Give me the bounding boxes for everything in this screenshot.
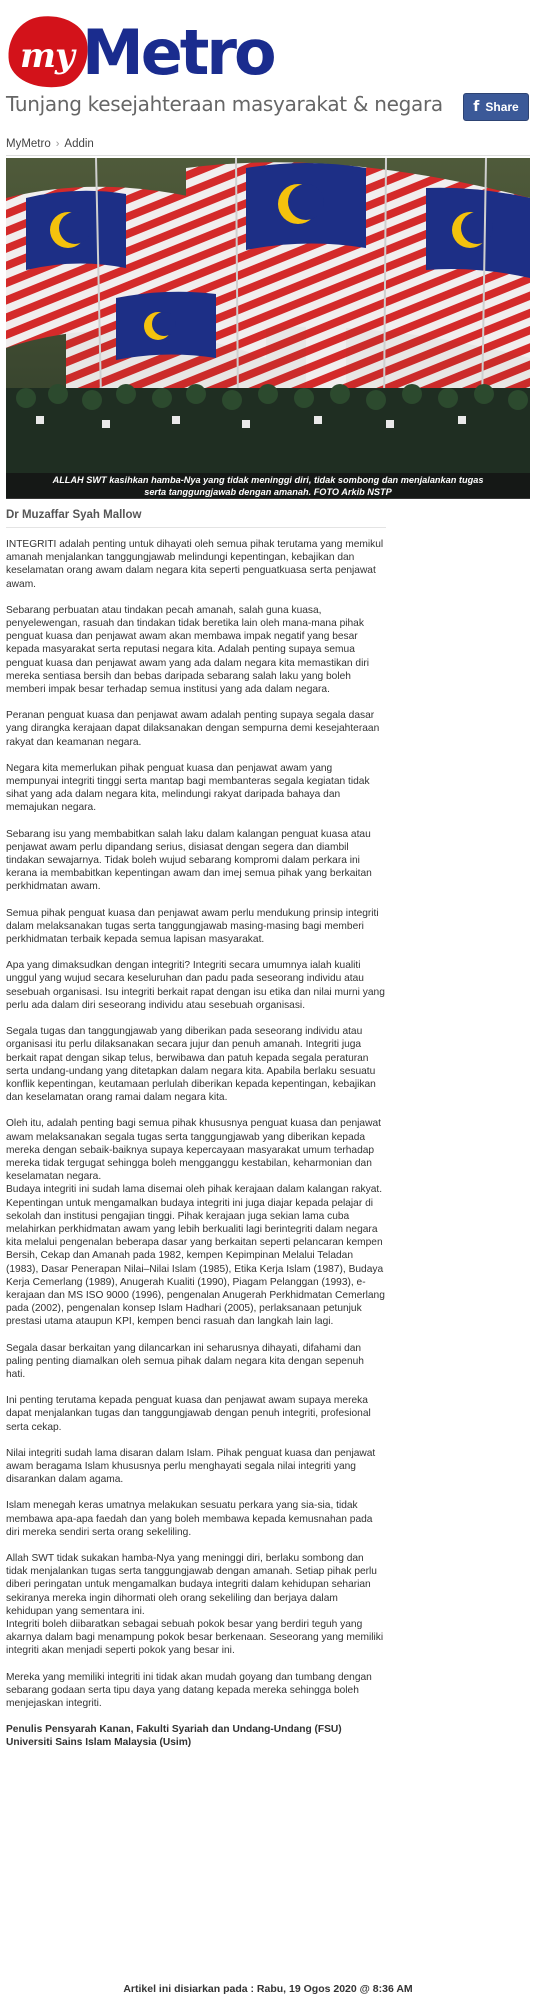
- author-bio: Penulis Pensyarah Kanan, Fakulti Syariah dan Undang-Undang (FSU) Universiti Sains Islam Malaysia (Usim): [6, 1724, 342, 1749]
- article-paragraph-17: Mereka yang memiliki integriti ini tidak akan mudah goyang dan tumbang dengan sebarang godaan serta tipu daya yang datang kepada mereka sehingga boleh menjejaskan integriti.: [6, 1671, 372, 1710]
- article-body: [6, 538, 386, 1763]
- article-paragraph-5: Sebarang isu yang membabitkan salah laku dalam kalangan penguat kuasa atau penjawat awam perlu dipandang serius, disiasat dengan segera dan diambil tindakan sewajarnya. Tidak boleh wujud sebarang kompromi dalam perkara ini kerana ia membabitkan kepentingan awam dan imej semua pihak yang berkaitan perkhidmatan awam.: [6, 828, 372, 893]
- article-paragraph-11: Segala dasar berkaitan yang dilancarkan ini seharusnya dihayati, difahami dan paling penting diamalkan oleh semua pihak dalam negara kita dengan sepenuh hati.: [6, 1342, 364, 1380]
- logo-metro-text: Metro: [82, 16, 274, 89]
- author-name: Dr Muzaffar Syah Mallow: [6, 509, 142, 521]
- site-tagline: Tunjang kesejahteraan masyarakat & negara: [6, 92, 443, 116]
- article-paragraph-13: Nilai integriti sudah lama disaran dalam Islam. Pihak penguat kuasa dan penjawat awam beragama Islam khususnya perlu menghayati segala nilai integriti yang disarankan dalam agama.: [6, 1447, 376, 1486]
- breadcrumb-mymetro[interactable]: MyMetro: [6, 138, 51, 150]
- article-paragraph-1: INTEGRITI adalah penting untuk dihayati oleh semua pihak terutama yang memikul amanah menjalankan tanggungjawab melindungi kepentingan, kebajikan dan keselamatan orang awam dalam negara kita seperti penguatkuasa serta penjawat awam.: [6, 539, 384, 590]
- article-paragraph-4: Negara kita memerlukan pihak penguat kuasa dan penjawat awam yang mempunyai integriti tinggi serta mantap bagi membanteras segala kegiatan tidak sihat yang ada dalam negara kita, melindungi rakyat daripada bahaya dan memajukan negara.: [6, 762, 370, 814]
- article-paragraph-3: Peranan penguat kuasa dan penjawat awam adalah penting supaya segala dasar yang dirangka kerajaan dapat dilaksanakan dengan sempurna demi kesejahteraan rakyat dan keamanan negara.: [6, 710, 380, 748]
- share-label: Share: [485, 100, 519, 114]
- breadcrumb-addin[interactable]: Addin: [64, 138, 94, 150]
- article-paragraph-16: Integriti boleh diibaratkan sebagai sebuah pokok besar yang berdiri teguh yang akarnya dalam bagi menampung pokok besar berkenaan. Seseorang yang memiliki integriti akan menjadi seperti pokok yang besar ini.: [6, 1619, 384, 1657]
- breadcrumb: [6, 138, 94, 150]
- article-paragraph-14: Islam menegah keras umatnya melakukan sesuatu perkara yang sia-sia, tidak membawa apa-apa faedah dan yang boleh membawa kepada kemusnahan pada diri mereka sendiri serta orang sekeliling.: [6, 1500, 373, 1538]
- facebook-icon: f: [473, 99, 480, 115]
- chevron-right-icon: ›: [55, 138, 60, 150]
- logo-my-text: my: [20, 36, 74, 76]
- article-paragraph-6: Semua pihak penguat kuasa dan penjawat awam perlu mendukung prinsip integriti dalam melaksanakan tugas serta tanggungjawab masing-masing bagi memberi perkhidmatan terbaik kepada semua lapisan masyarakat.: [6, 907, 379, 946]
- article-paragraph-8: Segala tugas dan tanggungjawab yang diberikan pada seseorang individu atau organisasi itu perlu dilaksanakan secara jujur dan penuh amanah. Integriti juga berkait rapat dengan sikap telus, berwibawa dan patuh kepada segala peraturan serta undang-undang yang ditetapkan dalam negara kita. Apabila berlaku sesuatu konflik kepentingan, keutamaan perlulah diberikan kepada kepentingan, kebajikan dan keselamatan orang ramai dalam negara kita.: [6, 1026, 376, 1104]
- author-divider: [6, 527, 386, 528]
- article-paragraph-7: Apa yang dimaksudkan dengan integriti? Integriti secara umumnya ialah kualiti unggul yang wujud secara keseluruhan dan padu pada seseorang individu atau sesebuah organisasi. Isu integriti berkait rapat dengan isu etika dan nilai murni yang perlu ada dalam diri seseorang individu atau sesebuah organisasi.: [6, 960, 385, 1011]
- breadcrumb-divider: [6, 155, 530, 156]
- flag-parade-illustration: [6, 158, 530, 498]
- image-caption: ALLAH SWT kasihkan hamba-Nya yang tidak meninggi diri, tidak sombong dan menjalankan tugas serta tanggungjawab dengan amanah. FOTO Arkib NSTP: [6, 473, 530, 499]
- article-paragraph-9: Oleh itu, adalah penting bagi semua pihak khususnya penguat kuasa dan penjawat awam melaksanakan segala tugas serta tanggungjawab yang diberikan kepada mereka dengan sebaik-baiknya supaya kepercayaan masyarakat umum terhadap mereka tidak tergugat sehingga boleh mengganggu kestabilan, keharmonian dan keselamatan negara.: [6, 1118, 381, 1183]
- mymetro-logo[interactable]: [6, 6, 296, 90]
- article-paragraph-12: Ini penting terutama kepada penguat kuasa dan penjawat awam supaya mereka dapat menjalankan tugas dan tanggungjawab dengan penuh integriti, profesional serta cekap.: [6, 1395, 371, 1433]
- article-paragraph-10: Budaya integriti ini sudah lama disemai oleh pihak kerajaan dalam kalangan rakyat. Kepentingan untuk mengamalkan budaya integriti ini juga diajar kepada pelajar di sekolah dan institusi pengajian tinggi. Pihak kerajaan juga sekian lama cuba melahirkan perkhidmatan awam yang lebih berkualiti lagi berintegriti dalam negara kita melalui pengenalan beberapa dasar yang berkaitan seperti pelancaran kempen Bersih, Cekap dan Amanah pada 1982, kempen Kepimpinan Melalui Teladan (1983), Dasar Penerapan Nilai–Nilai Islam (1985), Etika Kerja Islam (1987), Budaya Kerja Cemerlang (1989), Anugerah Kualiti (1990), Piagam Pelanggan (1993), e-kerajaan dan MS ISO 9000 (1996), pengenalan Anugerah Perkhidmatan Cemerlang pada (2002), pengenalan konsep Islam Hadhari (2005), perlaksanaan petunjuk prestasi utama ataupun KPI, kempen benci rasuah dan langkah lain lagi.: [6, 1184, 385, 1328]
- published-date: Artikel ini disiarkan pada : Rabu, 19 Ogos 2020 @ 8:36 AM: [123, 1983, 413, 1995]
- article-paragraph-15: Allah SWT tidak sukakan hamba-Nya yang meninggi diri, berlaku sombong dan tidak menjalankan tugas serta tanggungjawab dengan amanah. Setiap pihak perlu diberi peringatan untuk mengamalkan budaya integriti dalam kehidupan seharian sekiranya mereka ingin dihormati oleh orang sekeliling dan berjaya dalam kehidupan yang sementara ini.: [6, 1553, 377, 1617]
- facebook-share-button[interactable]: [463, 93, 529, 121]
- hero-image: [6, 158, 530, 498]
- article-paragraph-2: Sebarang perbuatan atau tindakan pecah amanah, salah guna kuasa, penyelewengan, rasuah dan tindakan tidak beretika lain oleh mana-mana pihak penguat kuasa dan penjawat awam akan membawa impak negatif yang besar kepada masyarakat serta reputasi negara kita. Adalah penting supaya semua penguat kuasa dan penjawat awam yang ada dalam negara kita memastikan diri mereka sentiasa bersih dan bebas daripada sebarang salah laku yang boleh memberi impak besar terhadap semua institusi yang ada dalam negara.: [6, 604, 370, 696]
